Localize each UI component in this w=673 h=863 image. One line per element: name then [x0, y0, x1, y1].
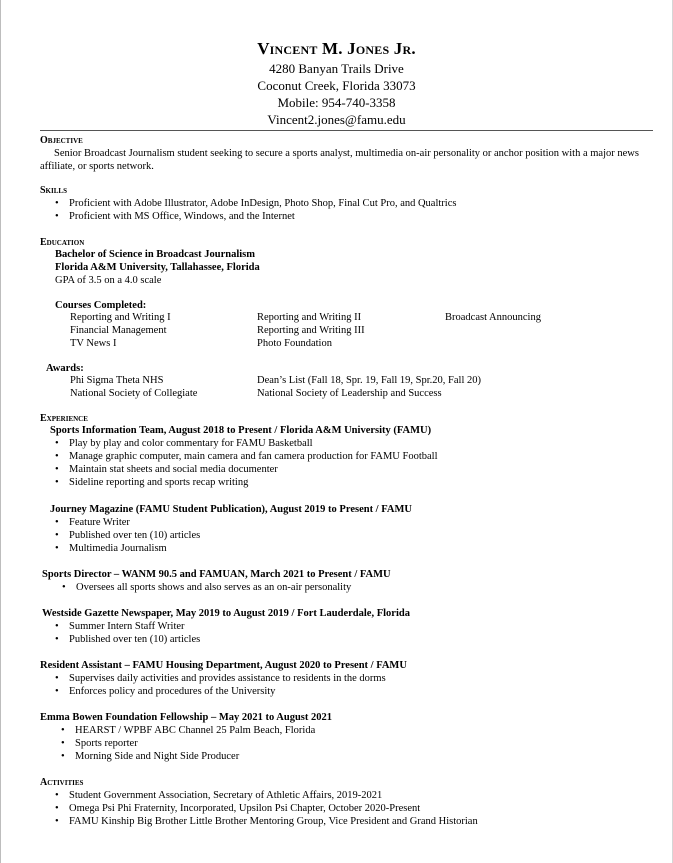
header-divider [40, 130, 653, 131]
list-item: • Play by play and color commentary for FAMU Basketball [55, 437, 650, 450]
skills-heading: Skills [40, 185, 67, 196]
awards-grid [70, 374, 650, 400]
address-line-1: 4280 Banyan Trails Drive [269, 61, 404, 76]
award-row [70, 387, 650, 400]
job-bullets [61, 724, 650, 763]
list-item: • Sports reporter [61, 737, 650, 750]
list-item: • Sideline reporting and sports recap writing [55, 476, 650, 489]
job-entry [50, 503, 650, 555]
list-item: • Supervises daily activities and provides assistance to residents in the dorms [55, 672, 650, 685]
award-item: National Society of Collegiate [70, 388, 198, 399]
education-degree-block [55, 248, 645, 287]
objective-text: Senior Broadcast Journalism student seeking to secure a sports analyst, multimedia on-air personality or anchor position with a major news affiliate, or sports network. [40, 148, 639, 172]
course-item: Reporting and Writing I [70, 312, 171, 323]
course-item: TV News I [70, 338, 117, 349]
email-address: Vincent2.jones@famu.edu [267, 112, 406, 127]
course-row [70, 311, 650, 324]
list-item: • Summer Intern Staff Writer [55, 620, 650, 633]
job-entry [42, 568, 650, 594]
experience-heading: Experience [40, 413, 88, 424]
course-row [70, 324, 650, 337]
job-title: Emma Bowen Foundation Fellowship – May 2021 to August 2021 [40, 712, 332, 723]
list-item: • Student Government Association, Secretary of Athletic Affairs, 2019-2021 [55, 789, 650, 802]
job-title: Sports Information Team, August 2018 to Present / Florida A&M University (FAMU) [50, 425, 432, 436]
activities-list [55, 789, 650, 828]
list-item: • Feature Writer [55, 516, 650, 529]
job-bullets [62, 581, 650, 594]
list-item: • Enforces policy and procedures of the University [55, 685, 650, 698]
candidate-name: Vincent M. Jones Jr. [257, 39, 416, 58]
course-row [70, 337, 650, 350]
courses-grid [70, 311, 650, 350]
course-item: Photo Foundation [257, 338, 332, 349]
list-item: • Maintain stat sheets and social media documenter [55, 463, 650, 476]
list-item: • HEARST / WPBF ABC Channel 25 Palm Beach, Florida [61, 724, 650, 737]
job-entry [42, 607, 650, 646]
list-item: • Proficient with MS Office, Windows, and the Internet [55, 210, 650, 223]
education-heading: Education [40, 237, 85, 248]
list-item: • Morning Side and Night Side Producer [61, 750, 650, 763]
course-item: Reporting and Writing II [257, 312, 362, 323]
course-item: Reporting and Writing III [257, 325, 365, 336]
award-item: National Society of Leadership and Success [257, 388, 442, 399]
objective-section [40, 134, 650, 173]
list-item: • FAMU Kinship Big Brother Little Brother Mentoring Group, Vice President and Grand Historian [55, 815, 650, 828]
list-item: • Manage graphic computer, main camera and fan camera production for FAMU Football [55, 450, 650, 463]
job-bullets [55, 516, 650, 555]
courses-label: Courses Completed: [55, 300, 147, 311]
skills-list [55, 197, 650, 223]
list-item: • Multimedia Journalism [55, 542, 650, 555]
job-title: Westside Gazette Newspaper, May 2019 to August 2019 / Fort Lauderdale, Florida [42, 608, 410, 619]
job-bullets [55, 437, 650, 489]
list-item: • Published over ten (10) articles [55, 529, 650, 542]
course-item: Financial Management [70, 325, 167, 336]
job-title: Journey Magazine (FAMU Student Publication), August 2019 to Present / FAMU [50, 504, 412, 515]
list-item: • Proficient with Adobe Illustrator, Adobe InDesign, Photo Shop, Final Cut Pro, and Qualtrics [55, 197, 650, 210]
gpa: GPA of 3.5 on a 4.0 scale [55, 275, 162, 286]
job-entry [50, 424, 650, 489]
activities-heading: Activities [40, 777, 84, 788]
address-line-2: Coconut Creek, Florida 33073 [257, 78, 416, 93]
contact-header [0, 38, 673, 128]
list-item: • Omega Psi Phi Fraternity, Incorporated, Upsilon Psi Chapter, October 2020-Present [55, 802, 650, 815]
job-entry [40, 711, 650, 763]
job-bullets [55, 620, 650, 646]
objective-heading: Objective [40, 135, 83, 146]
list-item: • Oversees all sports shows and also serves as an on-air personality [62, 581, 650, 594]
job-title: Resident Assistant – FAMU Housing Department, August 2020 to Present / FAMU [40, 660, 407, 671]
skills-section [40, 184, 650, 223]
school-name: Florida A&M University, Tallahassee, Florida [55, 262, 260, 273]
award-item: Dean’s List (Fall 18, Spr. 19, Fall 19, Spr.20, Fall 20) [257, 375, 482, 386]
activities-section [40, 776, 650, 828]
degree-title: Bachelor of Science in Broadcast Journalism [55, 249, 255, 260]
job-bullets [55, 672, 650, 698]
list-item: • Published over ten (10) articles [55, 633, 650, 646]
award-row [70, 374, 650, 387]
job-entry [40, 659, 650, 698]
mobile-phone: Mobile: 954-740-3358 [277, 95, 396, 110]
course-item: Broadcast Announcing [445, 312, 541, 323]
job-title: Sports Director – WANM 90.5 and FAMUAN, March 2021 to Present / FAMU [42, 569, 391, 580]
award-item: Phi Sigma Theta NHS [70, 375, 164, 386]
awards-label: Awards: [46, 363, 84, 374]
